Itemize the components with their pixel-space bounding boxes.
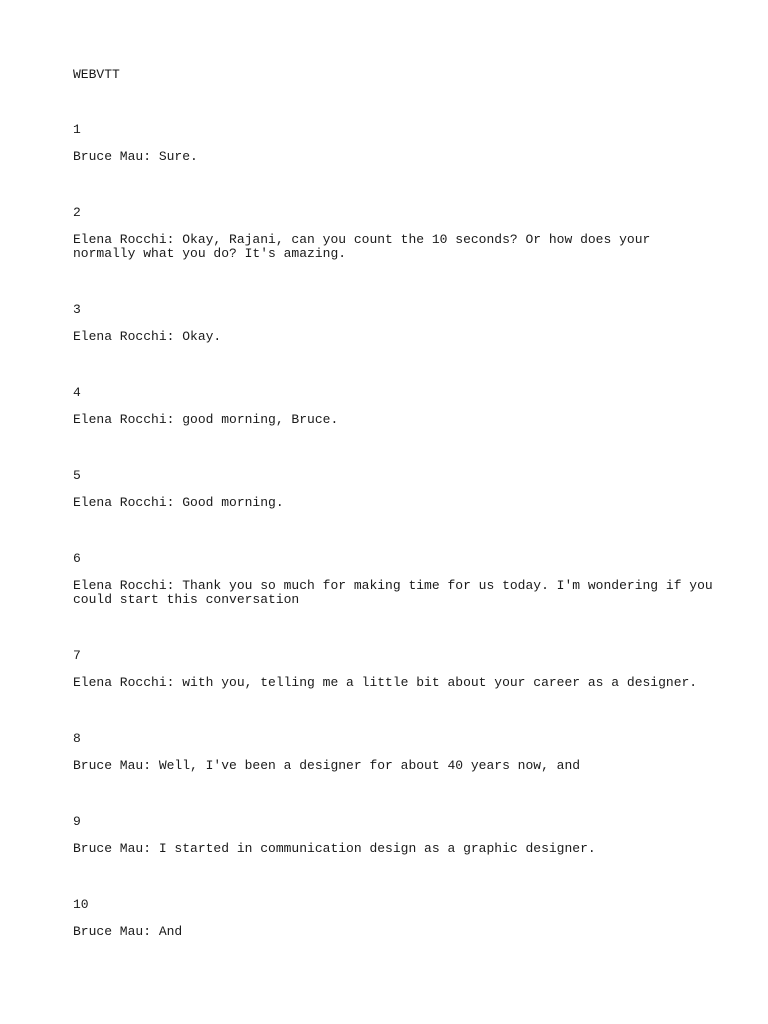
cue-1 (73, 122, 713, 164)
cue-8 (73, 731, 713, 773)
cue-number: 1 (73, 122, 81, 137)
cue-text: Bruce Mau: And (73, 924, 183, 939)
cue-number: 3 (73, 302, 81, 317)
cue-text: Elena Rocchi: with you, telling me a little bit about your career as a designer. (73, 675, 698, 690)
cue-text: Bruce Mau: Sure. (73, 149, 198, 164)
cue-text: Elena Rocchi: Good morning. (73, 495, 284, 510)
cue-number: 7 (73, 648, 81, 663)
cue-6 (73, 551, 713, 607)
cue-4 (73, 385, 713, 427)
cue-3 (73, 302, 713, 344)
cue-10 (73, 897, 713, 939)
cue-number: 9 (73, 814, 81, 829)
file-header: WEBVTT (73, 67, 120, 82)
cue-number: 5 (73, 468, 81, 483)
cue-number: 2 (73, 205, 81, 220)
cue-7 (73, 648, 713, 690)
cue-text: Elena Rocchi: Okay. (73, 329, 222, 344)
cue-text: Elena Rocchi: Okay, Rajani, can you count the 10 seconds? Or how does your normally what you do? It's amazing. (73, 232, 651, 261)
cue-2 (73, 205, 713, 261)
transcript-page (73, 67, 713, 939)
cue-text: Bruce Mau: I started in communication design as a graphic designer. (73, 841, 596, 856)
cue-number: 8 (73, 731, 81, 746)
cue-text: Elena Rocchi: Thank you so much for making time for us today. I'm wondering if you could start this conversation (73, 578, 713, 607)
cue-5 (73, 468, 713, 510)
cue-9 (73, 814, 713, 856)
cue-text: Elena Rocchi: good morning, Bruce. (73, 412, 339, 427)
cue-text: Bruce Mau: Well, I've been a designer for about 40 years now, and (73, 758, 581, 773)
cue-number: 10 (73, 897, 89, 912)
cue-number: 6 (73, 551, 81, 566)
cue-number: 4 (73, 385, 81, 400)
